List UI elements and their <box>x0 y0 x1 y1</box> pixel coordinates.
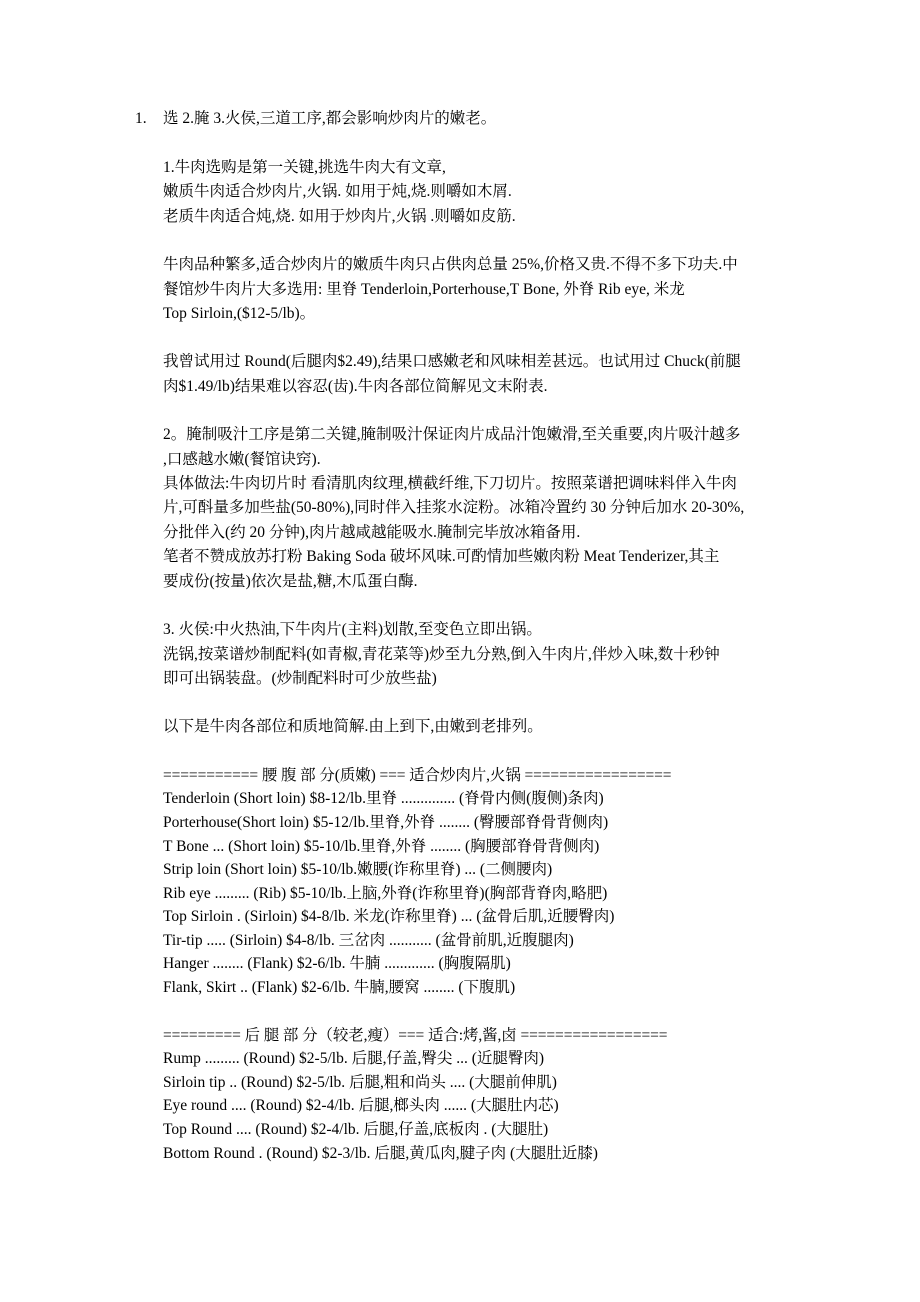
intro-list-item-text: 选 2.腌 3.火侯,三道工序,都会影响炒肉片的嫩老。 <box>163 110 497 127</box>
paragraph-line: 老质牛肉适合炖,烧. 如用于炒肉片,火锅 .则嚼如皮筋. <box>163 207 516 225</box>
table-row: Sirloin tip .. (Round) $2-5/lb. 后腿,粗和尚头 .... (大腿前伸肌) <box>163 1073 557 1091</box>
paragraph-line: 笔者不赞成放苏打粉 Baking Soda 破坏风味.可酌情加些嫩肉粉 Meat Tenderizer,其主 <box>163 548 720 566</box>
document-body <box>135 108 815 1165</box>
paragraph-line: 肉$1.49/lb)结果难以容忍(齿).牛肉各部位简解见文末附表. <box>163 377 548 395</box>
paragraph-line: 以下是牛肉各部位和质地简解.由上到下,由嫩到老排列。 <box>163 718 543 736</box>
paragraph-line: ,口感越水嫩(餐馆诀窍). <box>163 450 321 468</box>
spacer <box>135 1000 815 1024</box>
table-row: Top Round .... (Round) $2-4/lb. 后腿,仔盖,底板肉 . (大腿肚) <box>163 1121 549 1139</box>
paragraph-line: 洗锅,按菜谱炒制配料(如青椒,青花菜等)炒至九分熟,倒入牛肉片,伴炒入味,数十秒钟 <box>163 645 720 663</box>
cut-table-round <box>163 1024 815 1166</box>
list-marker: 1. <box>135 110 147 127</box>
spacer <box>135 326 815 350</box>
paragraph-line: 3. 火侯:中火热油,下牛肉片(主料)划散,至变色立即出锅。 <box>163 621 542 639</box>
spacer <box>135 594 815 618</box>
paragraph-line: Top Sirloin,($12-5/lb)。 <box>163 305 316 323</box>
paragraph-line: 分批伴入(约 20 分钟),肉片越咸越能吸水.腌制完毕放冰箱备用. <box>163 523 581 541</box>
paragraph-line: 要成份(按量)依次是盐,糖,木瓜蛋白酶. <box>163 572 418 590</box>
table-row: Rib eye ......... (Rib) $5-10/lb.上脑,外脊(诈称里脊)(胸部背脊肉,略肥) <box>163 884 608 902</box>
table-separator-header: ========= 后 腿 部 分（较老,瘦）=== 适合:烤,酱,卤 ================= <box>163 1026 668 1044</box>
table-row: Tir-tip ..... (Sirloin) $4-8/lb. 三岔肉 ........... (盆骨前肌,近腹腿肉) <box>163 931 574 949</box>
table-row: Bottom Round . (Round) $2-3/lb. 后腿,黄瓜肉,腱子肉 (大腿肚近膝) <box>163 1144 598 1162</box>
paragraph-line: 我曾试用过 Round(后腿肉$2.49),结果口感嫩老和风味相差甚远。也试用过 Chuck(前腿 <box>163 353 741 371</box>
table-separator-header: =========== 腰 腹 部 分(质嫩) === 适合炒肉片,火锅 ================= <box>163 766 672 784</box>
paragraph-line: 2。腌制吸汁工序是第二关键,腌制吸汁保证肉片成品汁饱嫩滑,至关重要,肉片吸汁越多 <box>163 426 741 444</box>
table-row: Hanger ........ (Flank) $2-6/lb. 牛腩 ............. (胸腹隔肌) <box>163 955 511 973</box>
section-1c-paragraph <box>163 350 815 399</box>
cut-table-loin <box>163 764 815 1000</box>
paragraph-line: 具体做法:牛肉切片时 看清肌肉纹理,横截纤维,下刀切片。按照菜谱把调味料伴入牛肉 <box>163 475 737 493</box>
paragraph-line: 嫩质牛肉适合炒肉片,火锅. 如用于炖,烧.则嚼如木屑. <box>163 183 512 201</box>
spacer <box>135 399 815 423</box>
spacer <box>135 691 815 715</box>
paragraph-line: 即可出锅装盘。(炒制配料时可少放些盐) <box>163 669 437 687</box>
table-row: Rump ......... (Round) $2-5/lb. 后腿,仔盖,臀尖 ... (近腿臀肉) <box>163 1050 545 1068</box>
spacer <box>135 229 815 253</box>
table-intro-paragraph <box>163 715 815 739</box>
paragraph-line: 餐馆炒牛肉片大多选用: 里脊 Tenderloin,Porterhouse,T Bone, 外脊 Rib eye, 米龙 <box>163 280 685 298</box>
table-row: Flank, Skirt .. (Flank) $2-6/lb. 牛腩,腰窝 ........ (下腹肌) <box>163 979 516 997</box>
table-row: Strip loin (Short loin) $5-10/lb.嫩腰(诈称里脊) ... (二侧腰肉) <box>163 861 553 879</box>
paragraph-line: 1.牛肉选购是第一关键,挑选牛肉大有文章, <box>163 159 446 176</box>
intro-list-item <box>135 108 815 130</box>
table-row: Top Sirloin . (Sirloin) $4-8/lb. 米龙(诈称里脊) ... (盆骨后肌,近腰臀肉) <box>163 908 615 926</box>
paragraph-line: 片,可酙量多加些盐(50-80%),同时伴入挂浆水淀粉。冰箱冷置约 30 分钟后加水 20-30%, <box>163 499 745 517</box>
section-1-paragraph <box>163 156 815 229</box>
table-row: Porterhouse(Short loin) $5-12/lb.里脊,外脊 ........ (臀腰部脊骨背侧肉) <box>163 813 609 831</box>
table-row: T Bone ... (Short loin) $5-10/lb.里脊,外脊 ........ (胸腰部脊骨背侧肉) <box>163 837 600 855</box>
table-row: Eye round .... (Round) $2-4/lb. 后腿,榔头肉 ...... (大腿肚内芯) <box>163 1097 559 1115</box>
spacer <box>135 130 815 156</box>
section-3-paragraph <box>163 618 815 691</box>
section-1b-paragraph <box>163 253 815 326</box>
spacer <box>135 740 815 764</box>
section-2-paragraph <box>163 423 815 594</box>
paragraph-line: 牛肉品种繁多,适合炒肉片的嫩质牛肉只占供肉总量 25%,价格又贵.不得不多下功夫.中 <box>163 256 738 274</box>
table-row: Tenderloin (Short loin) $8-12/lb.里脊 .............. (脊骨内侧(腹侧)条肉) <box>163 790 604 808</box>
